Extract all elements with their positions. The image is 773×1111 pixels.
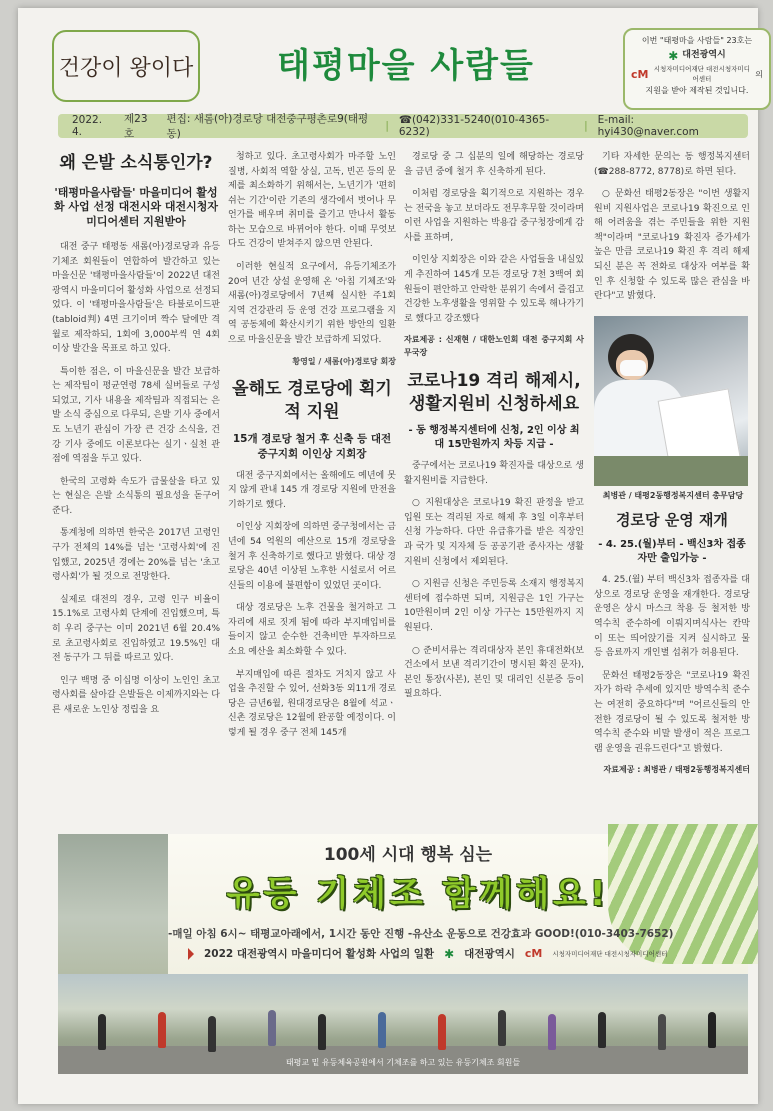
banner-tagline: 100세 시대 행복 심는 bbox=[323, 845, 493, 865]
article3-paragraph: ○ 문화선 태평2동장은 "이번 생활지원비 지원사업은 코로나19 확진으로 인해 어려움을 겪는 주민들을 위한 지원책"이라며 "코로나19 확진자 증가세가 높은 만큼 코로나19 확진 후 격리 해제되신 분은 꼭 전화로 대상자 여부를 확인 후 신청할 수 있도록 많은 관심을 바란다"고 밝혔다. bbox=[594, 189, 750, 302]
daejeon-name: 대전광역시 bbox=[682, 50, 726, 61]
article4-paragraph: 4. 25.(월) 부터 백신3차 접종자를 대상으로 경로당 운영을 재개한다. 경로당 운영은 상시 마스크 착용 등 철저한 방역수칙 준수하에 이뤄지며식사는 칸막이 또는 띄어앉기를 지켜 실시하고 물 등 음료까지 개인별 섭취가 허용된다. bbox=[594, 575, 750, 659]
logo-text: 건강이 왕이다 bbox=[58, 55, 194, 81]
article1-subtitle: '태평마을사람들' 마을미디어 활성화 사업 선정 대전시와 대전시청자미디어센터 지원받아 bbox=[53, 185, 219, 229]
cmi-logo-icon: cM bbox=[631, 67, 649, 81]
photo-mask bbox=[620, 360, 646, 376]
official-photo bbox=[594, 316, 748, 486]
person-figure bbox=[598, 1012, 606, 1048]
banner-cmi: 시청자미디어재단 대전시청자미디어센터 bbox=[552, 950, 668, 958]
article3-paragraph: ○ 지원대상은 코로나19 확진 판정을 받고 입원 또는 격리된 자로 해제 후 3일 이후부터 신청 가능하다. 다만 유급휴가를 받은 직장인과 국가 및 지자체 등 공공기관 종사자는 생활지원비 신청에서 제외된다. bbox=[404, 498, 584, 567]
cmi-row bbox=[631, 65, 763, 85]
article1-paragraph: 이러한 현실적 요구에서, 유등기체조가 20여 년간 상설 운영해 온 '아침 기체조'와 새롬(아)경로당에서 7년째 실시한 주1회 지역 건강관리 등 운영 건강 프로그램을 지역 공동체에 확산시키기 위한 방안의 일환으로 마을신문을 발간 보급하게 되었다. bbox=[228, 262, 396, 345]
person-figure bbox=[708, 1012, 716, 1048]
photo-desk bbox=[594, 456, 748, 486]
separator: | bbox=[584, 120, 588, 132]
article3-paragraph: 중구에서는 코로나19 확진자를 대상으로 생활지원비를 지급한다. bbox=[404, 461, 584, 486]
person-figure bbox=[438, 1014, 446, 1050]
newspaper-page bbox=[18, 8, 763, 1104]
article2-title: 올해도 경로당에 획기적 지원 bbox=[232, 379, 392, 423]
cmi-org: 시청자미디어재단 대전시청자미디어센터 bbox=[653, 65, 750, 83]
article1-paragraph: 실제로 대전의 경우, 고령 인구 비율이 15.1%로 고령사회 단계에 진입했으며, 특히 우리 중구는 이미 2021년 6월 20.4%로 초고령사회로 진입하였고 19.5%인 대전 동구가 그 뒤를 따르고 있다. bbox=[52, 594, 220, 664]
person-figure bbox=[98, 1014, 106, 1050]
column-3 bbox=[404, 150, 584, 710]
person-figure bbox=[548, 1014, 556, 1050]
issue-info-bar bbox=[58, 114, 748, 138]
separator: | bbox=[385, 120, 389, 132]
phone-info: ☎(042)331-5240(010-4365-6232) bbox=[398, 114, 550, 138]
article3-paragraph: 기타 자세한 문의는 동 행정복지센터(☎288-8772, 8778)로 하면 된다. bbox=[594, 152, 750, 177]
banner-daejeon: 대전광역시 bbox=[464, 948, 515, 960]
daejeon-logo-icon: ✱ bbox=[444, 946, 455, 961]
email-info: E-mail: hyi430@naver.com bbox=[597, 114, 699, 138]
article1-paragraph: 청하고 있다. 초고령사회가 마주할 노인질병, 사회적 역할 상실, 고독, 빈곤 등의 문제를 최소화하기 위해서는, 노년기가 '편히 쉬는 기간'이란 기존의 생각에서 벗어나 무언가를 배우며 취미를 즐기고 만나서 활동하는 모습으로 바뀌어야 한다. 이때 무엇보다도 건강이 받쳐주지 않으면 안된다. bbox=[228, 152, 396, 250]
banner-details: -매일 아침 6시~ 태평교아래에서, 1시간 동안 진행 -유산소 운동으로 건강효과 GOOD!(010-3403-7652) bbox=[168, 928, 674, 940]
column-4-lower bbox=[594, 508, 750, 783]
column-2 bbox=[228, 150, 396, 749]
article3-subtitle: - 동 행정복지센터에 신청, 2인 이상 최대 15만원까지 차등 지급 - bbox=[408, 425, 580, 450]
article3-title: 코로나19 격리 해제시, 생활지원비 신청하세요 bbox=[407, 371, 581, 415]
daejeon-logo-icon: ✱ bbox=[668, 49, 679, 63]
banner-program: 2022 대전광역시 마을미디어 활성화 사업의 일환 bbox=[204, 948, 435, 960]
exercise-banner bbox=[58, 834, 748, 974]
daejeon-row bbox=[631, 47, 763, 65]
article2-paragraph: 이처럼 경로당을 획기적으로 지원하는 경우는 전국을 놓고 보더라도 전무후무할 것이라며 이런 사업을 지원하는 박용갑 중구청장에게 감사를 표하며, bbox=[404, 189, 584, 243]
article4-subtitle: - 4. 25.(월)부터 - 백신3차 접종자만 출입가능 - bbox=[598, 539, 746, 564]
article1-paragraph: 한국의 고령화 속도가 급물살을 타고 있는 현실은 은발 소식통의 필요성을 돋구어 준다. bbox=[52, 476, 220, 516]
person-figure bbox=[158, 1012, 166, 1048]
photo-caption: 최병관 / 태평2동행정복지센터 총무담당 bbox=[602, 491, 744, 500]
funding-notice bbox=[623, 28, 771, 110]
health-logo bbox=[52, 30, 200, 102]
article1-title: 왜 은발 소식통인가? bbox=[59, 153, 213, 173]
editor-info: 편집: 새롬(아)경로당 대전중구평촌로9(태평동) bbox=[166, 113, 369, 140]
article2-credit: 자료제공 : 신재현 / 대한노인회 대전 중구지회 사무국장 bbox=[404, 335, 584, 358]
article2-paragraph: 부지매입에 따른 절차도 거치지 않고 사업을 추진할 수 있어, 선화3동 외11개 경로당은 금년6월, 원대경로당은 8월에 석교ㆍ신촌 경로당은 12월에 완공할 예정이다. 이렇게 될 경우 중구 전체 145개 bbox=[228, 669, 396, 738]
article2-paragraph: 대상 경로당은 노후 건물을 철거하고 그 자리에 새로 짓게 됨에 따라 부지매입비를 들이지 않고 순수한 건축비만 투자하므로 소요 예산을 최소화할 수 있다. bbox=[228, 603, 396, 658]
person-figure bbox=[208, 1016, 216, 1052]
article2-paragraph: 이인상 지회장은 이와 같은 사업들을 내실있게 추진하여 145개 모든 경로당 7천 3백여 회원들이 편안하고 안락한 분위기 속에서 즐겁고 건강한 노후생활을 영위할 수 있도록 해나가기로 했다고 강조했다 bbox=[404, 255, 584, 324]
exercise-photo-caption: 태평교 밑 유등체육공원에서 기체조를 하고 있는 유등기체조 회원들 bbox=[285, 1058, 521, 1067]
article4-paragraph: 문화선 태평2동장은 "코로나19 확진자가 하락 추세에 있지만 방역수칙 준수는 여전히 중요하다"며 "어르신들의 안전한 경로당이 될 수 있도록 철저한 방역수칙 준수와 비말 발생이 적은 프로그램 운영을 권유드린다"고 밝혔다. bbox=[594, 670, 750, 754]
article2-paragraph: 경로당 중 그 십분의 일에 해당하는 경로당을 금년 중에 철거 후 신축하게 된다. bbox=[404, 152, 584, 177]
article2-subtitle: 15개 경로당 철거 후 신축 등 대전 중구지회 이인상 지회장 bbox=[232, 433, 392, 460]
article4-credit: 자료제공 : 최병관 / 태평2동행정복지센터 bbox=[603, 765, 750, 775]
column-1 bbox=[52, 150, 220, 725]
banner-headline: 유등 기체조 함께해요! bbox=[226, 874, 610, 914]
person-figure bbox=[378, 1012, 386, 1048]
funding-line2: 지원을 받아 제작된 것입니다. bbox=[645, 85, 749, 95]
banner-footer bbox=[188, 946, 748, 961]
article3-paragraph: ○ 준비서류는 격리대상자 본인 휴대전화(보건소에서 보낸 격리기간이 명시된 확진 문자), 본인 통장(사본), 본인 및 대리인 신분증 등이 필요하다. bbox=[404, 645, 584, 700]
column-4 bbox=[594, 150, 750, 312]
issue-date: 2022. 4. bbox=[72, 114, 103, 138]
person-figure bbox=[268, 1010, 276, 1046]
article1-paragraph: 인구 백명 중 이십명 이상이 노인인 초고령사회를 살아갈 은발들은 이제까지와는 다른 새로운 노인상 정립을 요 bbox=[52, 675, 220, 715]
article3-paragraph: ○ 지원금 신청은 주민등록 소재지 행정복지센터에 접수하면 되며, 지원금은 1인 가구는 10만원이며 2인 이상 가구는 15만원까지 지원된다. bbox=[404, 579, 584, 633]
article1-byline: 황영일 / 새롬(아)경로당 회장 bbox=[292, 356, 396, 366]
article1-paragraph: 대전 중구 태평동 새롬(아)경로당과 유등기체조 회원들이 연합하여 발간하고 있는 마을신문 '태평마을사람들'이 2022년 대전광역시 마을미디어 활성화 사업으로 선정되었다. 이 '태평마을사람들'은 타블로이드판(tabloid判) 4면 크기이며 짝수 달에만 격월로 제작하되, 1회에 3,000부씩 연 4회 이상 발간을 목표로 하고 있다. bbox=[52, 242, 220, 355]
article2-paragraph: 대전 중구지회에서는 올해에도 예년에 못지 않게 관내 145 개 경로당 지원에 만전을 기하기로 했다. bbox=[228, 470, 396, 510]
masthead bbox=[38, 18, 763, 110]
person-figure bbox=[658, 1014, 666, 1050]
article1-paragraph: 특이한 점은, 이 마을신문을 발간 보급하는 제작팀이 평균연령 78세 실버들로 구성되었고, 기사 내용을 제작팀과 직접되는 은발 소식 중심으로 다루되, 은발 기사 중에서도 노년기 관심이 가장 큰 건강 소식을, 건강 기사 중에도 이론보다는 실기ㆍ실천 관점에 역점을 두고 있다. bbox=[52, 366, 220, 465]
article1-paragraph: 통계청에 의하면 한국은 2017년 고령인구가 전체의 14%를 넘는 '고령사회'에 진입했고, 2025년 경에는 20%를 넘는 '초고령사회'가 될 것으로 전망한다. bbox=[52, 528, 220, 583]
newspaper-title: 태평마을 사람들 bbox=[277, 46, 535, 86]
person-figure bbox=[318, 1014, 326, 1050]
cmi-suffix: 의 bbox=[755, 69, 763, 79]
issue-number: 제23호 bbox=[124, 113, 148, 140]
funding-line1: 이번 "태평마을 사람들" 23호는 bbox=[641, 36, 753, 45]
article4-title: 경로당 운영 재개 bbox=[616, 511, 728, 529]
person-figure bbox=[498, 1010, 506, 1046]
article2-paragraph: 이인상 지회장에 의하면 중구청에서는 금년에 54 억원의 예산으로 15개 경로당을 철거 후 신축하기로 했다고 밝혔다. 대상 경로당은 40년 이상된 노후한 시설로서 어르신들의 이용에 불편함이 있었던 곳이다. bbox=[228, 522, 396, 591]
triangle-icon bbox=[188, 948, 194, 960]
cmi-logo-icon: cM bbox=[524, 947, 543, 960]
